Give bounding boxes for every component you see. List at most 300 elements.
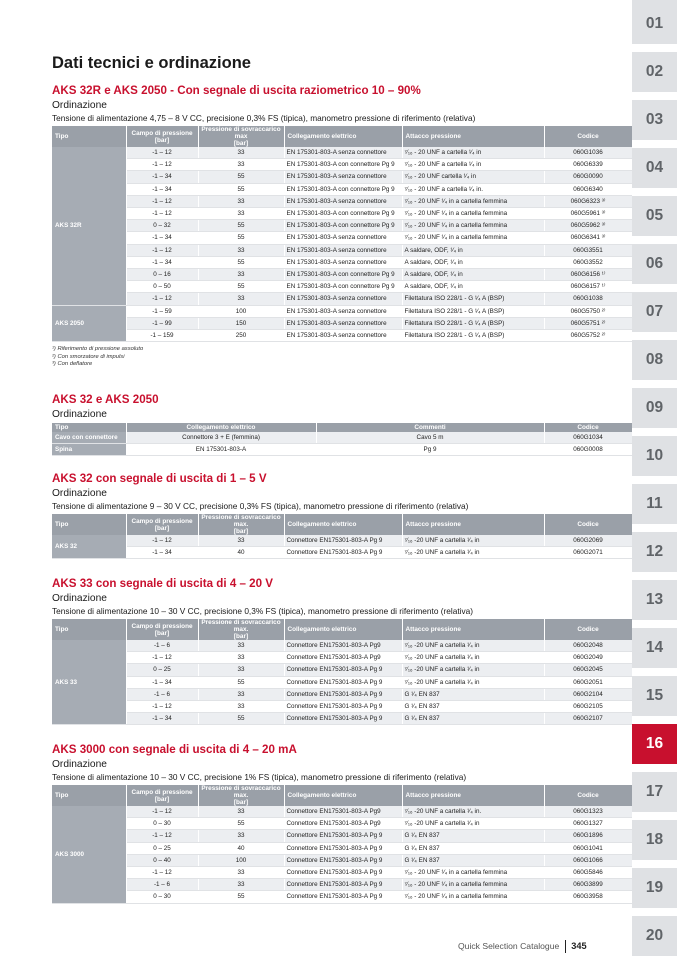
pressure-connection-cell: A saldare, ODF, ¹⁄₄ in <box>402 269 544 281</box>
max-overload-cell: 55 <box>198 220 284 232</box>
pressure-range-cell: -1 – 12 <box>126 195 198 207</box>
code-cell: 060G6156 ¹⁾ <box>544 269 632 281</box>
section-aks32-aks2050-accessories <box>52 393 632 456</box>
type-cell: Cavo con connettore <box>52 432 126 444</box>
table-row <box>52 830 632 842</box>
order-table <box>52 423 633 456</box>
type-cell: AKS 33 <box>52 640 126 725</box>
column-header: Campo di pressione [bar] <box>126 126 198 147</box>
section-title: AKS 3000 con segnale di uscita di 4 – 20 mA <box>52 743 297 756</box>
column-header: Tipo <box>52 514 126 535</box>
code-cell: 060G5961 ³⁾ <box>544 208 632 220</box>
code-cell: 060G2069 <box>544 535 632 547</box>
table-header-row <box>52 423 632 432</box>
table-row <box>52 208 632 220</box>
section-aks33-4-20v <box>52 577 632 725</box>
comments-cell: Cavo 5 m <box>316 432 544 444</box>
electrical-connection-cell: EN 175301-803-A senza connettore <box>284 147 402 159</box>
column-header: Campo di pressione [bar] <box>126 619 198 640</box>
column-header: Collegamento elettrico <box>284 514 402 535</box>
table-row <box>52 269 632 281</box>
electrical-connection-cell: Connettore EN175301-803-A Pg 9 <box>284 867 402 879</box>
table-row <box>52 317 632 329</box>
page-number: 345 <box>571 940 587 951</box>
footnotes <box>52 346 632 369</box>
order-table <box>52 126 633 342</box>
electrical-connection-cell: EN 175301-803-A senza connettore <box>284 256 402 268</box>
max-overload-cell: 55 <box>198 171 284 183</box>
section-title: AKS 32 e AKS 2050 <box>52 393 159 406</box>
chapter-tab-18[interactable]: 18 <box>632 820 677 868</box>
column-header: Tipo <box>52 126 126 147</box>
pressure-range-cell: -1 – 12 <box>126 867 198 879</box>
electrical-connection-cell: EN 175301-803-A con connettore Pg 9 <box>284 269 402 281</box>
section-aks32-1-5v <box>52 472 632 559</box>
electrical-connection-cell: Connettore EN175301-803-A Pg 9 <box>284 830 402 842</box>
table-row <box>52 444 632 456</box>
section-subtitle: Ordinazione <box>52 409 107 420</box>
table-row <box>52 535 632 547</box>
pressure-range-cell: -1 – 12 <box>126 806 198 818</box>
max-overload-cell: 33 <box>198 535 284 547</box>
code-cell: 060G1041 <box>544 842 632 854</box>
section-description: Tensione di alimentazione 10 – 30 V CC, precisione 0,3% FS (tipica), manometro pressione di riferimento (relativa) <box>52 606 474 616</box>
chapter-tab-04[interactable]: 04 <box>632 148 677 196</box>
code-cell: 060G6339 <box>544 159 632 171</box>
electrical-connection-cell: EN 175301-803-A senza connettore <box>284 330 402 342</box>
pressure-connection-cell: ⁷⁄₁₆ - 20 UNF ¹⁄₄ in a cartella femmina <box>402 232 544 244</box>
catalogue-name: Quick Selection Catalogue <box>458 940 560 951</box>
max-overload-cell: 100 <box>198 854 284 866</box>
electrical-connection-cell: Connettore EN175301-803-A Pg9 <box>284 640 402 652</box>
table-header-row <box>52 126 632 147</box>
code-cell: 060G2107 <box>544 713 632 725</box>
pressure-range-cell: 0 – 16 <box>126 269 198 281</box>
code-cell: 060G6341 ³⁾ <box>544 232 632 244</box>
electrical-connection-cell: Connettore EN175301-803-A Pg 9 <box>284 713 402 725</box>
pressure-range-cell: -1 – 12 <box>126 830 198 842</box>
electrical-connection-cell: Connettore EN175301-803-A Pg 9 <box>284 891 402 903</box>
column-header: Campo di pressione [bar] <box>126 785 198 806</box>
column-header: Pressione di sovraccarico max. [bar] <box>198 785 284 806</box>
table-row <box>52 701 632 713</box>
table-row <box>52 293 632 305</box>
section-description: Tensione di alimentazione 4,75 – 8 V CC, precisione 0,3% FS (tipica), manometro pressione di riferimento (relativa) <box>52 113 476 123</box>
type-cell: AKS 32 <box>52 535 126 559</box>
electrical-connection-cell: Connettore EN175301-803-A Pg9 <box>284 806 402 818</box>
table-row <box>52 713 632 725</box>
section-title: AKS 32 con segnale di uscita di 1 – 5 V <box>52 472 267 485</box>
max-overload-cell: 33 <box>198 664 284 676</box>
column-header: Commenti <box>316 423 544 432</box>
table-row <box>52 171 632 183</box>
electrical-connection-cell: Connettore EN175301-803-A Pg 9 <box>284 879 402 891</box>
electrical-connection-cell: EN 175301-803-A con connettore Pg 9 <box>284 208 402 220</box>
code-cell: 060G6157 ¹⁾ <box>544 281 632 293</box>
code-cell: 060G1034 <box>544 432 632 444</box>
pressure-connection-cell: ⁷⁄₁₆ -20 UNF a cartella ¹⁄₄ in. <box>402 806 544 818</box>
max-overload-cell: 33 <box>198 688 284 700</box>
column-header: Pressione di sovraccarico max. [bar] <box>198 514 284 535</box>
pressure-range-cell: -1 – 6 <box>126 640 198 652</box>
electrical-connection-cell: EN 175301-803-A con connettore Pg 9 <box>284 159 402 171</box>
table-row <box>52 256 632 268</box>
code-cell: 060G5751 ²⁾ <box>544 317 632 329</box>
column-header: Tipo <box>52 619 126 640</box>
electrical-connection-cell: Connettore EN175301-803-A Pg 9 <box>284 701 402 713</box>
chapter-nav <box>632 0 677 958</box>
pressure-range-cell: -1 – 34 <box>126 547 198 559</box>
chapter-tab-19[interactable]: 19 <box>632 868 677 916</box>
max-overload-cell: 55 <box>198 818 284 830</box>
max-overload-cell: 33 <box>198 208 284 220</box>
code-cell: 060G0008 <box>544 444 632 456</box>
pressure-connection-cell: Filettatura ISO 228/1 - G ¹⁄₄ A (BSP) <box>402 305 544 317</box>
column-header: Collegamento elettrico <box>126 423 316 432</box>
code-cell: 060G1327 <box>544 818 632 830</box>
chapter-tab-05[interactable]: 05 <box>632 196 677 244</box>
chapter-tab-17[interactable]: 17 <box>632 772 677 820</box>
pressure-range-cell: 0 – 30 <box>126 818 198 830</box>
type-cell: AKS 3000 <box>52 806 126 903</box>
section-subtitle: Ordinazione <box>52 488 107 499</box>
pressure-connection-cell: ⁷⁄₁₆ -20 UNF a cartella ¹⁄₄ in <box>402 547 544 559</box>
pressure-range-cell: -1 – 34 <box>126 232 198 244</box>
table-row <box>52 664 632 676</box>
column-header: Codice <box>544 423 632 432</box>
column-header: Collegamento elettrico <box>284 126 402 147</box>
code-cell: 060G5846 <box>544 867 632 879</box>
pressure-connection-cell: ⁷⁄₁₆ - 20 UNF a cartella ¹⁄₄ in. <box>402 183 544 195</box>
max-overload-cell: 55 <box>198 281 284 293</box>
table-row <box>52 183 632 195</box>
code-cell: 060G2104 <box>544 688 632 700</box>
chapter-tab-16[interactable]: 16 <box>632 724 677 772</box>
pressure-range-cell: -1 – 6 <box>126 879 198 891</box>
pressure-range-cell: -1 – 12 <box>126 147 198 159</box>
table-header-row <box>52 514 632 535</box>
max-overload-cell: 33 <box>198 244 284 256</box>
type-cell: Spina <box>52 444 126 456</box>
electrical-connection-cell: EN 175301-803-A senza connettore <box>284 232 402 244</box>
electrical-connection-cell: Connettore 3 + E (femmina) <box>126 432 316 444</box>
max-overload-cell: 55 <box>198 256 284 268</box>
table-row <box>52 547 632 559</box>
chapter-tab-15[interactable]: 15 <box>632 676 677 724</box>
table-row <box>52 842 632 854</box>
pressure-connection-cell: ⁷⁄₁₆ - 20 UNF a cartella ¹⁄₄ in <box>402 159 544 171</box>
pressure-connection-cell: ⁷⁄₁₆ - 20 UNF ¹⁄₄ in a cartella femmina <box>402 195 544 207</box>
column-header: Codice <box>544 126 632 147</box>
pressure-connection-cell: Filettatura ISO 228/1 - G ¹⁄₄ A (BSP) <box>402 317 544 329</box>
pressure-range-cell: -1 – 6 <box>126 688 198 700</box>
electrical-connection-cell: EN 175301-803-A con connettore Pg 9 <box>284 183 402 195</box>
electrical-connection-cell: Connettore EN175301-803-A Pg 9 <box>284 664 402 676</box>
pressure-connection-cell: ⁷⁄₁₆ -20 UNF a cartella ¹⁄₄ in <box>402 818 544 830</box>
chapter-tab-12[interactable]: 12 <box>632 532 677 580</box>
pressure-connection-cell: A saldare, ODF, ¹⁄₄ in <box>402 244 544 256</box>
electrical-connection-cell: EN 175301-803-A con connettore Pg 9 <box>284 281 402 293</box>
pressure-connection-cell: G ¹⁄₄ EN 837 <box>402 830 544 842</box>
code-cell: 060G5962 ³⁾ <box>544 220 632 232</box>
max-overload-cell: 33 <box>198 293 284 305</box>
code-cell: 060G1323 <box>544 806 632 818</box>
pressure-connection-cell: A saldare, ODF, ¹⁄₄ in <box>402 256 544 268</box>
pressure-connection-cell: ⁷⁄₁₆ - 20 UNF ¹⁄₄ in a cartella femmina <box>402 208 544 220</box>
section-title: AKS 32R e AKS 2050 - Con segnale di uscita raziometrico 10 – 90% <box>52 84 421 97</box>
table-row <box>52 432 632 444</box>
code-cell: 060G1036 <box>544 147 632 159</box>
pressure-range-cell: 0 – 32 <box>126 220 198 232</box>
pressure-connection-cell: ⁷⁄₁₆ -20 UNF a cartella ¹⁄₄ in <box>402 535 544 547</box>
table-row <box>52 891 632 903</box>
pressure-connection-cell: ⁷⁄₁₆ -20 UNF a cartella ¹⁄₄ in <box>402 652 544 664</box>
order-table <box>52 785 633 904</box>
column-header: Attacco pressione <box>402 785 544 806</box>
page-title: Dati tecnici e ordinazione <box>52 54 251 72</box>
electrical-connection-cell: EN 175301-803-A senza connettore <box>284 171 402 183</box>
table-row <box>52 818 632 830</box>
max-overload-cell: 33 <box>198 640 284 652</box>
section-subtitle: Ordinazione <box>52 759 107 770</box>
type-cell: AKS 32R <box>52 147 126 305</box>
table-row <box>52 867 632 879</box>
pressure-range-cell: -1 – 34 <box>126 171 198 183</box>
code-cell: 060G2045 <box>544 664 632 676</box>
max-overload-cell: 33 <box>198 806 284 818</box>
code-cell: 060G3552 <box>544 256 632 268</box>
pressure-connection-cell: G ¹⁄₄ EN 837 <box>402 688 544 700</box>
pressure-connection-cell: ⁷⁄₁₆ - 20 UNF ¹⁄₄ in a cartella femmina <box>402 220 544 232</box>
max-overload-cell: 33 <box>198 830 284 842</box>
chapter-tab-09[interactable]: 09 <box>632 388 677 436</box>
chapter-tab-13[interactable]: 13 <box>632 580 677 628</box>
pressure-range-cell: -1 – 12 <box>126 535 198 547</box>
table-row <box>52 195 632 207</box>
pressure-range-cell: 0 – 25 <box>126 842 198 854</box>
pressure-connection-cell: ⁷⁄₁₆ - 20 UNF cartella ¹⁄₄ in <box>402 171 544 183</box>
pressure-connection-cell: Filettatura ISO 228/1 - G ¹⁄₄ A (BSP) <box>402 293 544 305</box>
max-overload-cell: 33 <box>198 147 284 159</box>
footer-divider <box>565 940 566 953</box>
pressure-range-cell: 0 – 50 <box>126 281 198 293</box>
electrical-connection-cell: Connettore EN175301-803-A Pg9 <box>284 818 402 830</box>
electrical-connection-cell: EN 175301-803-A <box>126 444 316 456</box>
column-header: Collegamento elettrico <box>284 619 402 640</box>
pressure-connection-cell: G ¹⁄₄ EN 837 <box>402 701 544 713</box>
column-header: Codice <box>544 785 632 806</box>
table-row <box>52 159 632 171</box>
electrical-connection-cell: EN 175301-803-A senza connettore <box>284 317 402 329</box>
section-title: AKS 33 con segnale di uscita di 4 – 20 V <box>52 577 274 590</box>
electrical-connection-cell: Connettore EN175301-803-A Pg9 <box>284 652 402 664</box>
column-header: Tipo <box>52 423 126 432</box>
electrical-connection-cell: Connettore EN175301-803-A Pg 9 <box>284 854 402 866</box>
max-overload-cell: 55 <box>198 713 284 725</box>
pressure-range-cell: -1 – 12 <box>126 244 198 256</box>
chapter-tab-10[interactable]: 10 <box>632 436 677 484</box>
pressure-connection-cell: ⁷⁄₁₆ -20 UNF a cartella ¹⁄₄ in <box>402 676 544 688</box>
pressure-connection-cell: ⁷⁄₁₆ -20 UNF a cartella ¹⁄₄ in <box>402 664 544 676</box>
max-overload-cell: 55 <box>198 183 284 195</box>
footnote: ³) Con deflatore <box>52 361 93 368</box>
max-overload-cell: 55 <box>198 232 284 244</box>
pressure-range-cell: -1 – 12 <box>126 159 198 171</box>
order-table <box>52 514 633 559</box>
pressure-connection-cell: ⁷⁄₁₆ - 20 UNF a cartella ¹⁄₄ in <box>402 147 544 159</box>
max-overload-cell: 40 <box>198 842 284 854</box>
code-cell: 060G6340 <box>544 183 632 195</box>
table-row <box>52 854 632 866</box>
max-overload-cell: 55 <box>198 676 284 688</box>
pressure-range-cell: -1 – 12 <box>126 652 198 664</box>
max-overload-cell: 33 <box>198 879 284 891</box>
table-row <box>52 806 632 818</box>
type-cell: AKS 2050 <box>52 305 126 342</box>
pressure-range-cell: 0 – 25 <box>126 664 198 676</box>
column-header: Attacco pressione <box>402 514 544 535</box>
table-row <box>52 652 632 664</box>
column-header: Tipo <box>52 785 126 806</box>
chapter-tab-11[interactable]: 11 <box>632 484 677 532</box>
pressure-connection-cell: ⁷⁄₁₆ - 20 UNF ¹⁄₄ in a cartella femmina <box>402 867 544 879</box>
column-header: Pressione di sovraccarico max [bar] <box>198 126 284 147</box>
max-overload-cell: 33 <box>198 269 284 281</box>
section-description: Tensione di alimentazione 9 – 30 V CC, precisione 0,3% FS (tipica), manometro pressione di riferimento (relativa) <box>52 501 469 511</box>
chapter-tab-01[interactable]: 01 <box>632 4 677 52</box>
pressure-range-cell: -1 – 34 <box>126 183 198 195</box>
code-cell: 060G2105 <box>544 701 632 713</box>
electrical-connection-cell: Connettore EN175301-803-A Pg 9 <box>284 688 402 700</box>
electrical-connection-cell: Connettore EN175301-803-A Pg 9 <box>284 676 402 688</box>
electrical-connection-cell: Connettore EN175301-803-A Pg 9 <box>284 535 402 547</box>
section-aks32r-aks2050 <box>52 84 632 369</box>
max-overload-cell: 250 <box>198 330 284 342</box>
code-cell: 060G6323 ³⁾ <box>544 195 632 207</box>
column-header: Pressione di sovraccarico max. [bar] <box>198 619 284 640</box>
code-cell: 060G5752 ²⁾ <box>544 330 632 342</box>
pressure-range-cell: -1 – 99 <box>126 317 198 329</box>
column-header: Codice <box>544 514 632 535</box>
code-cell: 060G3958 <box>544 891 632 903</box>
pressure-range-cell: -1 – 12 <box>126 208 198 220</box>
pressure-connection-cell: G ¹⁄₄ EN 837 <box>402 854 544 866</box>
pressure-connection-cell: ⁷⁄₁₆ -20 UNF a cartella ¹⁄₄ in <box>402 640 544 652</box>
pressure-range-cell: -1 – 12 <box>126 293 198 305</box>
table-row <box>52 676 632 688</box>
code-cell: 060G1896 <box>544 830 632 842</box>
pressure-connection-cell: ⁷⁄₁₆ - 20 UNF ¹⁄₄ in a cartella femmina <box>402 879 544 891</box>
chapter-tab-20[interactable]: 20 <box>632 916 677 964</box>
chapter-tab-06[interactable]: 06 <box>632 244 677 292</box>
column-header: Attacco pressione <box>402 619 544 640</box>
table-row <box>52 232 632 244</box>
pressure-range-cell: 0 – 30 <box>126 891 198 903</box>
chapter-tab-14[interactable]: 14 <box>632 628 677 676</box>
pressure-range-cell: -1 – 34 <box>126 676 198 688</box>
electrical-connection-cell: EN 175301-803-A senza connettore <box>284 305 402 317</box>
footnote: ¹) Riferimento di pressione assoluto <box>52 346 144 353</box>
code-cell: 060G1038 <box>544 293 632 305</box>
code-cell: 060G2071 <box>544 547 632 559</box>
pressure-range-cell: -1 – 34 <box>126 713 198 725</box>
table-row <box>52 244 632 256</box>
max-overload-cell: 33 <box>198 867 284 879</box>
chapter-tab-02[interactable]: 02 <box>632 52 677 100</box>
comments-cell: Pg 9 <box>316 444 544 456</box>
order-table <box>52 619 633 725</box>
table-header-row <box>52 619 632 640</box>
section-description: Tensione di alimentazione 10 – 30 V CC, precisione 1% FS (tipica), manometro pressione di riferimento (relativa) <box>52 772 467 782</box>
electrical-connection-cell: EN 175301-803-A senza connettore <box>284 244 402 256</box>
table-row <box>52 640 632 652</box>
code-cell: 060G2048 <box>544 640 632 652</box>
footnote: ²) Con smorzatore di impulsi <box>52 353 125 360</box>
code-cell: 060G2051 <box>544 676 632 688</box>
pressure-range-cell: -1 – 159 <box>126 330 198 342</box>
chapter-tab-03[interactable]: 03 <box>632 100 677 148</box>
code-cell: 060G0090 <box>544 171 632 183</box>
table-row <box>52 688 632 700</box>
section-subtitle: Ordinazione <box>52 593 107 604</box>
code-cell: 060G5750 ²⁾ <box>544 305 632 317</box>
column-header: Campo di pressione [bar] <box>126 514 198 535</box>
max-overload-cell: 33 <box>198 652 284 664</box>
table-row <box>52 147 632 159</box>
table-row <box>52 879 632 891</box>
pressure-range-cell: 0 – 40 <box>126 854 198 866</box>
pressure-range-cell: -1 – 59 <box>126 305 198 317</box>
table-row <box>52 220 632 232</box>
table-row <box>52 281 632 293</box>
max-overload-cell: 33 <box>198 159 284 171</box>
max-overload-cell: 40 <box>198 547 284 559</box>
electrical-connection-cell: Connettore EN175301-803-A Pg 9 <box>284 547 402 559</box>
chapter-tab-08[interactable]: 08 <box>632 340 677 388</box>
electrical-connection-cell: EN 175301-803-A con connettore Pg 9 <box>284 220 402 232</box>
pressure-connection-cell: A saldare, ODF, ¹⁄₄ in <box>402 281 544 293</box>
max-overload-cell: 33 <box>198 195 284 207</box>
pressure-range-cell: -1 – 34 <box>126 256 198 268</box>
electrical-connection-cell: Connettore EN175301-803-A Pg 9 <box>284 842 402 854</box>
page-footer <box>458 940 587 953</box>
pressure-connection-cell: Filettatura ISO 228/1 - G ¹⁄₄ A (BSP) <box>402 330 544 342</box>
pressure-connection-cell: G ¹⁄₄ EN 837 <box>402 842 544 854</box>
section-subtitle: Ordinazione <box>52 100 107 111</box>
column-header: Codice <box>544 619 632 640</box>
max-overload-cell: 33 <box>198 701 284 713</box>
column-header: Attacco pressione <box>402 126 544 147</box>
table-row <box>52 305 632 317</box>
table-header-row <box>52 785 632 806</box>
electrical-connection-cell: EN 175301-803-A senza connettore <box>284 293 402 305</box>
max-overload-cell: 100 <box>198 305 284 317</box>
table-row <box>52 330 632 342</box>
max-overload-cell: 55 <box>198 891 284 903</box>
code-cell: 060G2049 <box>544 652 632 664</box>
code-cell: 060G1066 <box>544 854 632 866</box>
pressure-connection-cell: G ¹⁄₄ EN 837 <box>402 713 544 725</box>
max-overload-cell: 150 <box>198 317 284 329</box>
section-aks3000-4-20ma <box>52 743 632 904</box>
electrical-connection-cell: EN 175301-803-A senza connettore <box>284 195 402 207</box>
code-cell: 060G3899 <box>544 879 632 891</box>
pressure-connection-cell: ⁷⁄₁₆ - 20 UNF ¹⁄₄ in a cartella femmina <box>402 891 544 903</box>
column-header: Collegamento elettrico <box>284 785 402 806</box>
chapter-tab-07[interactable]: 07 <box>632 292 677 340</box>
code-cell: 060G3551 <box>544 244 632 256</box>
pressure-range-cell: -1 – 12 <box>126 701 198 713</box>
